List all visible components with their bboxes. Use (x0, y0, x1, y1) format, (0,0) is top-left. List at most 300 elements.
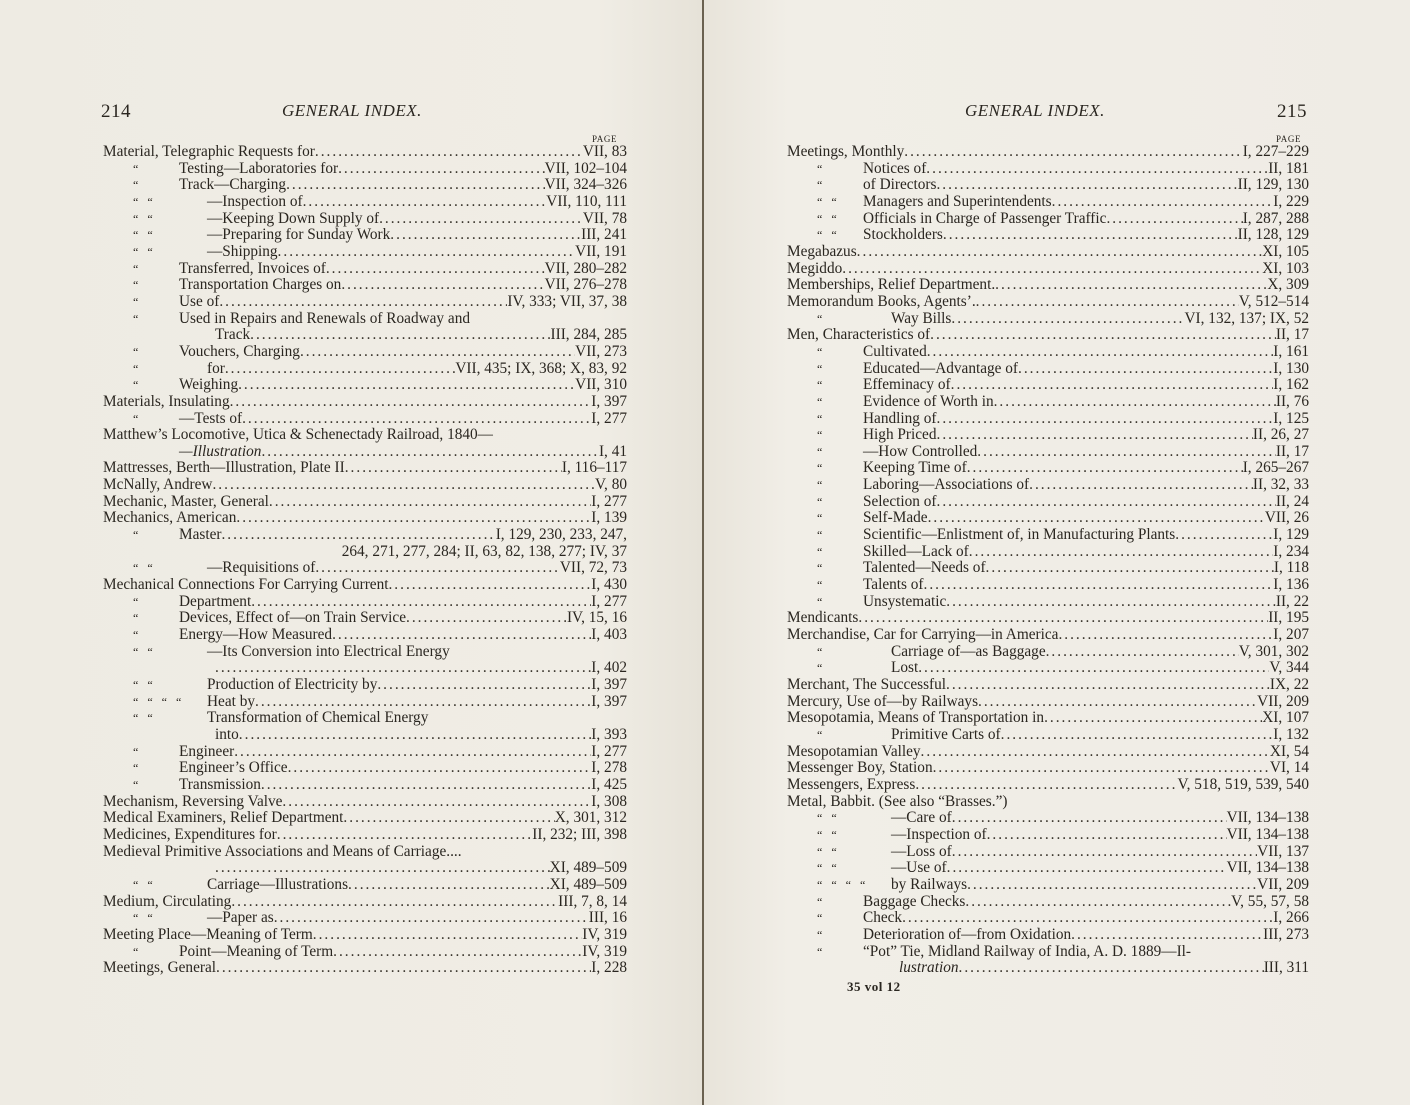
page-reference: X, 309 (1267, 276, 1309, 294)
dot-leader (255, 694, 591, 711)
page-reference: I, 430 (591, 576, 627, 594)
page-reference: II, 181 (1268, 159, 1309, 177)
page-reference: IX, 22 (1269, 676, 1309, 693)
ditto-mark: “ “ (133, 678, 153, 692)
page-reference: II, 17 (1275, 442, 1309, 460)
entry-text: Laboring—Associations of (863, 476, 1030, 494)
entry-text: Scientific—Enlistment of, in Manufacturing Plants (863, 526, 1176, 544)
dot-leader (978, 694, 1257, 711)
dot-leader (406, 610, 567, 627)
entry-text: Point—Meaning of Term (179, 942, 334, 960)
entry-text: Messenger Boy, Station (787, 759, 933, 777)
entry-text: Effeminacy of (863, 376, 951, 394)
dot-leader (951, 311, 1184, 328)
index-entry (787, 910, 1309, 927)
dot-leader (947, 860, 1227, 877)
dot-leader (858, 610, 1268, 627)
dot-leader (1046, 644, 1239, 661)
entry-text: —Requisitions of (207, 559, 316, 577)
page-reference: VI, 14 (1269, 759, 1309, 777)
index-entry (787, 411, 1309, 428)
entry-text: Engineer (179, 742, 235, 760)
dot-leader (1106, 211, 1242, 228)
entry-text: Handling of (863, 409, 937, 427)
dot-leader (242, 411, 591, 428)
dot-leader (977, 444, 1276, 461)
dot-leader (904, 144, 1242, 161)
index-entry (787, 894, 1309, 911)
dot-leader (348, 877, 550, 894)
entry-text: Medium, Circulating (103, 892, 232, 910)
dot-leader (251, 594, 591, 611)
ditto-mark: “ (133, 361, 139, 376)
entry-text: Medical Examiners, Relief Department (103, 809, 344, 827)
dot-leader (390, 227, 581, 244)
ditto-mark: “ (133, 178, 139, 193)
index-entry (103, 277, 627, 294)
ditto-mark: “ (817, 494, 823, 509)
dot-leader (930, 327, 1276, 344)
page-reference: VII, 209 (1257, 875, 1309, 893)
page-reference: II, 76 (1275, 392, 1309, 410)
ditto-mark: “ (133, 594, 139, 609)
index-entry (787, 844, 1309, 861)
index-entry (787, 544, 1309, 561)
index-entry (787, 177, 1309, 194)
dot-leader (225, 361, 456, 378)
page-reference: III, 284, 285 (550, 326, 627, 344)
page-number-right: 215 (1277, 101, 1307, 122)
ditto-mark: “ (817, 511, 823, 526)
dot-leader (902, 910, 1273, 927)
page-reference: I, 228 (591, 959, 627, 977)
dot-leader (234, 744, 591, 761)
entry-text: Self-Made (863, 509, 928, 527)
index-entry (103, 294, 627, 311)
index-entry (103, 644, 627, 661)
index-entry (787, 227, 1309, 244)
ditto-mark: “ “ (817, 811, 837, 826)
dot-leader (987, 827, 1227, 844)
dot-leader (278, 244, 576, 261)
dot-leader (952, 844, 1257, 861)
page-reference: VII, 110, 111 (546, 192, 627, 210)
ditto-mark: “ “ (817, 861, 837, 876)
page-reference: I, 130 (1273, 359, 1309, 377)
entry-text: Used in Repairs and Renewals of Roadway and (179, 309, 470, 327)
ditto-mark: “ (817, 461, 823, 476)
entry-text: Meetings, Monthly (787, 143, 905, 160)
page-reference: VII, 209 (1257, 692, 1309, 710)
dot-leader (377, 677, 591, 694)
entry-text: —How Controlled (863, 442, 978, 460)
dot-leader (921, 744, 1270, 761)
dot-leader (282, 794, 591, 811)
ditto-mark: “ (817, 944, 823, 959)
page-reference: I, 136 (1273, 576, 1309, 594)
entry-text: 264, 271, 277, 284; II, 63, 82, 138, 277; IV, 37 (341, 542, 627, 560)
index-entry (103, 344, 627, 361)
page-reference: V, 80 (594, 476, 627, 494)
dot-leader (951, 377, 1274, 394)
page-reference: I, 397 (591, 692, 627, 710)
ditto-mark: “ (817, 394, 823, 409)
dot-leader (221, 527, 495, 544)
index-entry (103, 944, 627, 961)
dot-leader (286, 177, 544, 194)
entry-text: Use of (179, 292, 220, 310)
ditto-mark: “ (817, 578, 823, 593)
dot-leader (936, 177, 1237, 194)
page-reference: V, 55, 57, 58 (1231, 892, 1309, 910)
index-entry (787, 144, 1309, 161)
index-entry (103, 894, 627, 911)
index-entry (787, 194, 1309, 211)
ditto-mark: “ (817, 411, 823, 426)
index-entry (103, 194, 627, 211)
index-entry (787, 327, 1309, 344)
entry-text: Mesopotamian Valley (787, 742, 921, 760)
ditto-mark: “ (133, 628, 139, 643)
page-reference: I, 425 (591, 775, 627, 793)
entry-text: Talents of (863, 576, 924, 594)
ditto-mark: “ (817, 378, 823, 393)
ditto-mark: “ “ (133, 911, 153, 926)
dot-leader (1052, 194, 1274, 211)
page-reference: VII, 435; IX, 368; X, 83, 92 (455, 359, 627, 377)
entry-text: Medieval Primitive Associations and Means of Carriage.... (103, 842, 462, 860)
page-reference: III, 273 (1263, 925, 1309, 943)
entry-text: Vouchers, Charging (179, 342, 300, 360)
page-reference: I, 393 (591, 725, 627, 743)
page-reference: I, 402 (591, 659, 627, 677)
running-head-title-right: GENERAL INDEX. (965, 101, 1105, 120)
index-entry (103, 610, 627, 627)
entry-text: Department (179, 592, 252, 610)
page-reference: VI, 132, 137; IX, 52 (1184, 309, 1309, 327)
entry-text: Keeping Time of (863, 459, 967, 477)
page-reference: I, 132 (1273, 725, 1309, 743)
ditto-mark: “ (817, 311, 823, 326)
index-entry (103, 694, 627, 711)
ditto-mark: “ (817, 911, 823, 926)
ditto-mark: “ (133, 161, 139, 176)
page-reference: VII, 324–326 (544, 176, 627, 194)
page-reference: I, 116–117 (561, 459, 627, 477)
dot-leader (842, 261, 1262, 278)
index-entry (787, 377, 1309, 394)
index-entry (103, 810, 627, 827)
dot-leader (1001, 727, 1274, 744)
index-entry (103, 411, 627, 428)
index-entry (103, 477, 627, 494)
entry-text: —Inspection of (891, 825, 987, 843)
entry-text: Talented—Needs of (863, 559, 986, 577)
dot-leader (933, 760, 1270, 777)
entry-text: Transferred, Invoices of (179, 259, 326, 277)
page-reference: VII, 191 (575, 242, 627, 260)
index-entry (103, 311, 627, 328)
dot-leader (269, 494, 591, 511)
page-reference: I, 234 (1273, 542, 1309, 560)
ditto-mark: “ “ (133, 211, 153, 226)
dot-leader (215, 860, 550, 877)
ditto-mark: “ (817, 644, 823, 659)
index-entry (787, 361, 1309, 378)
page-reference: VII, 134–138 (1226, 825, 1309, 843)
page-reference: II, 232; III, 398 (532, 825, 627, 843)
signature-mark: 35 vol 12 (847, 979, 901, 994)
dot-leader (219, 294, 507, 311)
index-entry (787, 311, 1309, 328)
entry-text: Educated—Advantage of (863, 359, 1019, 377)
dot-leader (388, 577, 591, 594)
page-reference: I, 229 (1273, 192, 1309, 210)
page-reference: I, 161 (1273, 342, 1309, 360)
index-entry (103, 261, 627, 278)
ditto-mark: “ (133, 378, 139, 393)
page-reference: I, 277 (591, 592, 627, 610)
entry-text: for (207, 359, 225, 377)
entry-text: Heat by (207, 692, 255, 710)
index-entry (787, 744, 1309, 761)
entry-text: Transformation of Chemical Energy (207, 709, 429, 727)
dot-leader (238, 377, 575, 394)
dot-leader (341, 277, 544, 294)
running-head-title-left: GENERAL INDEX. (282, 101, 422, 120)
index-entry (787, 810, 1309, 827)
dot-leader (926, 161, 1268, 178)
dot-leader (1175, 527, 1273, 544)
page-reference: III, 241 (581, 226, 627, 244)
index-entry (787, 161, 1309, 178)
dot-leader (1071, 927, 1263, 944)
entry-text: Medicines, Expenditures for (103, 825, 277, 843)
entry-text: Skilled—Lack of (863, 542, 969, 560)
index-entry (103, 727, 627, 744)
entry-text: Officials in Charge of Passenger Traffic (863, 209, 1107, 227)
ditto-mark: “ “ (817, 844, 837, 859)
entry-text: Baggage Checks (863, 892, 966, 910)
page-reference: XI, 54 (1269, 742, 1309, 760)
index-entry (787, 777, 1309, 794)
entry-text: Meeting Place—Meaning of Term (103, 925, 313, 943)
page-reference: III, 311 (1263, 959, 1309, 977)
index-entry (103, 244, 627, 261)
index-entry (787, 577, 1309, 594)
entry-text: Messengers, Express (787, 775, 916, 793)
ditto-mark: “ (817, 528, 823, 543)
ditto-mark: “ (817, 927, 823, 942)
entry-text: Matthew’s Locomotive, Utica & Schenectady Railroad, 1840— (103, 426, 493, 444)
ditto-mark: “ (817, 561, 823, 576)
entry-text: Material, Telegraphic Requests for (103, 143, 315, 160)
entry-text: Men, Characteristics of (787, 326, 931, 344)
dot-leader (1044, 710, 1262, 727)
page-reference: VII, 276–278 (544, 276, 627, 294)
index-entry (787, 727, 1309, 744)
dot-leader (239, 727, 592, 744)
entry-text: Selection of (863, 492, 937, 510)
entry-text: —Care of (891, 809, 952, 827)
page-reference: XI, 489–509 (549, 859, 627, 877)
ditto-mark: “ “ (817, 211, 837, 226)
entry-text: Mechanism, Reversing Valve (103, 792, 283, 810)
index-entry (787, 444, 1309, 461)
ditto-mark: “ (133, 294, 139, 309)
ditto-mark: “ (133, 761, 139, 776)
entry-text: Memorandum Books, Agents’. (787, 292, 976, 310)
ditto-mark: “ “ (133, 644, 153, 659)
entry-text: of Directors (863, 176, 937, 194)
page-reference: I, 403 (591, 626, 627, 644)
index-entry (103, 527, 627, 544)
entry-text: —Paper as (207, 909, 274, 927)
ditto-mark: “ “ (817, 827, 837, 842)
index-entry (787, 510, 1309, 527)
page-reference: III, 16 (588, 909, 627, 927)
page-reference: I, 118 (1273, 559, 1309, 577)
index-entry (103, 361, 627, 378)
entry-text: lustration (899, 959, 959, 977)
page-reference: I, 227–229 (1242, 143, 1309, 160)
index-entry (103, 744, 627, 761)
page-reference: I, 277 (591, 492, 627, 510)
ditto-mark: “ “ (133, 711, 153, 726)
dot-leader (959, 960, 1264, 977)
index-entry (787, 560, 1309, 577)
dot-leader (967, 877, 1257, 894)
entry-text: “Pot” Tie, Midland Railway of India, A. D. 1889—Il- (863, 942, 1192, 960)
dot-leader (937, 427, 1253, 444)
index-entry (103, 927, 627, 944)
entry-text: —Illustration (179, 442, 262, 460)
page-reference: IV, 319 (582, 942, 627, 960)
entry-text: —Loss of (891, 842, 952, 860)
ditto-mark: “ “ (133, 877, 153, 892)
entry-text: Master (179, 526, 222, 544)
dot-leader (300, 344, 575, 361)
dot-leader (937, 411, 1274, 428)
dot-leader (1029, 477, 1253, 494)
index-entry (787, 827, 1309, 844)
page-reference: II, 24 (1275, 492, 1309, 510)
dot-leader (333, 944, 582, 961)
ditto-mark: “ (133, 278, 139, 293)
index-entry (787, 594, 1309, 611)
entry-text: Production of Electricity by (207, 676, 378, 693)
page-reference: II, 22 (1275, 592, 1309, 610)
dot-leader (924, 577, 1274, 594)
dot-leader (236, 510, 591, 527)
entry-text: Track—Charging (179, 176, 287, 194)
entry-text: Notices of (863, 159, 927, 177)
ditto-mark: “ (817, 594, 823, 609)
entry-text: Merchandise, Car for Carrying—in America (787, 626, 1059, 644)
entry-text: Deterioration of—from Oxidation (863, 925, 1072, 943)
page-reference: VII, 280–282 (544, 259, 627, 277)
page-reference: VII, 102–104 (544, 159, 627, 177)
page-reference: XI, 105 (1262, 242, 1309, 260)
index-entry (787, 527, 1309, 544)
entry-text: Transportation Charges on (179, 276, 342, 294)
entry-text: Track (215, 326, 251, 344)
ditto-mark: “ (817, 727, 823, 742)
ditto-mark: “ (817, 661, 823, 676)
ditto-mark: “ “ (133, 244, 153, 259)
dot-leader (952, 810, 1227, 827)
ditto-mark: “ (133, 528, 139, 543)
index-entry (787, 644, 1309, 661)
entry-text: Stockholders (863, 226, 943, 244)
index-entry (103, 960, 627, 977)
index-entry (787, 860, 1309, 877)
page-reference: I, 162 (1273, 376, 1309, 394)
index-entry (103, 161, 627, 178)
ditto-mark: “ “ (133, 561, 153, 576)
page-reference: I, 139 (591, 509, 627, 527)
entry-text: —Use of (891, 859, 947, 877)
entry-text: Transmission (179, 775, 261, 793)
entry-text: Materials, Insulating (103, 392, 230, 410)
entry-text: Cultivated (863, 342, 927, 360)
page-column-label-left: PAGE (592, 134, 618, 144)
entry-text: Devices, Effect of—on Train Service (179, 609, 406, 627)
entry-text: —Keeping Down Supply of (207, 209, 380, 227)
dot-leader (967, 460, 1243, 477)
page-reference: IV, 333; VII, 37, 38 (507, 292, 627, 310)
index-entry (103, 544, 627, 561)
entry-text: Engineer’s Office (179, 759, 288, 777)
page-reference: I, 207 (1273, 626, 1309, 644)
dot-leader (250, 327, 550, 344)
index-entry (103, 844, 627, 861)
index-entry (787, 960, 1309, 977)
page-reference: VII, 310 (575, 376, 627, 394)
dot-leader (994, 394, 1276, 411)
entry-text: Way Bills (891, 309, 952, 327)
index-entry (103, 494, 627, 511)
page-reference: XI, 107 (1262, 709, 1309, 727)
dot-leader (943, 227, 1238, 244)
index-entry (103, 627, 627, 644)
ditto-mark: “ (817, 478, 823, 493)
dot-leader (315, 144, 583, 161)
index-entry (787, 927, 1309, 944)
entry-text: High Priced (863, 426, 937, 444)
ditto-mark: “ (133, 261, 139, 276)
page-reference: I, 277 (591, 409, 627, 427)
entry-text: Carriage—Illustrations (207, 875, 349, 893)
dot-leader (277, 827, 533, 844)
index-entry (787, 460, 1309, 477)
index-entry (787, 477, 1309, 494)
dot-leader (946, 594, 1276, 611)
index-entry (103, 910, 627, 927)
dot-leader (274, 910, 589, 927)
dot-leader (986, 560, 1274, 577)
index-entry (787, 494, 1309, 511)
entry-text: Mechanical Connections For Carrying Current (103, 576, 389, 594)
ditto-mark: “ “ (817, 228, 837, 243)
entry-text: Lost (891, 659, 919, 677)
entry-text: —Inspection of (207, 192, 303, 210)
dot-leader (230, 394, 592, 411)
index-entry (787, 211, 1309, 228)
entry-text: McNally, Andrew (103, 476, 213, 494)
page-reference: II, 128, 129 (1237, 226, 1309, 244)
ditto-mark: “ “ “ “ (817, 877, 866, 892)
